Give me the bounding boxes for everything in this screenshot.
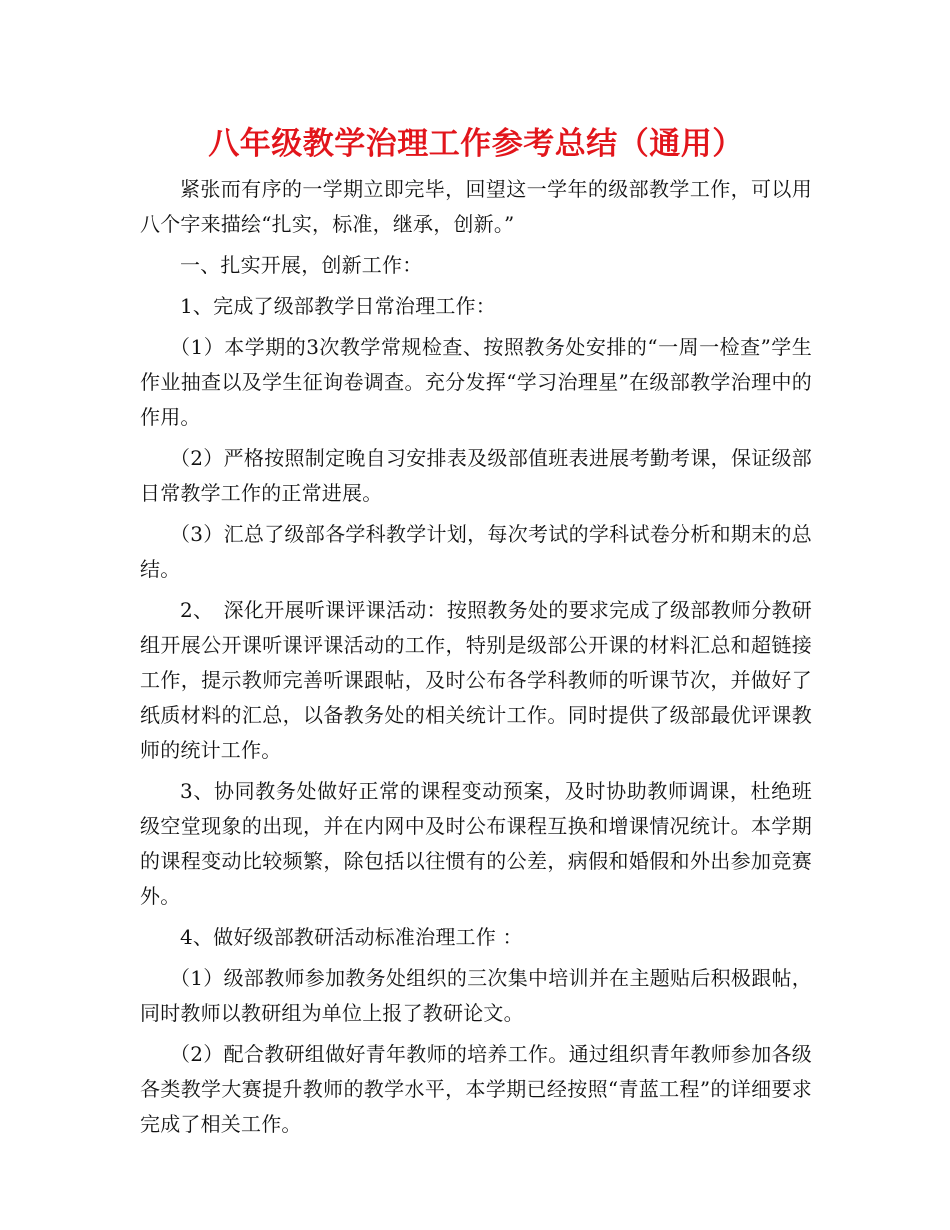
item-heading-4: 4、做好级部教研活动标准治理工作 ： <box>180 925 523 949</box>
subitem-1-1: （1）本学期的3次教学常规检查、按照教务处安排的“一周一检查”学生作业抽查以及学生征询卷调查。充分发挥“学习治理星”在级部教学治理中的作用。 <box>140 335 812 429</box>
document-title: 八年级教学治理工作参考总结（通用） <box>208 126 744 162</box>
item-heading-1: 1、完成了级部教学日常治理工作： <box>180 294 496 318</box>
document-body <box>140 122 812 1142</box>
subitem-4-2: （2）配合教研组做好青年教师的培养工作。通过组织青年教师参加各级各类教学大赛提升教师的教学水平，本学期已经按照“青蓝工程”的详细要求完成了相关工作。 <box>140 1042 812 1136</box>
subitem-1-2: （2）严格按照制定晚自习安排表及级部值班表进展考勤考课，保证级部日常教学工作的正常进展。 <box>140 446 812 505</box>
section-heading-1: 一、扎实开展，创新工作： <box>180 253 423 277</box>
subitem-4-1: （1）级部教师参加教务处组织的三次集中培训并在主题贴后积极跟帖，同时教师以教研组为单位上报了教研论文。 <box>140 966 812 1025</box>
item-3: 3、协同教务处做好正常的课程变动预案，及时协助教师调课，杜绝班级空堂现象的出现，并在内网中及时公布课程互换和增课情况统计。本学期的课程变动比较频繁，除包括以往惯有的公差，病假和婚假和外出参加竞赛外。 <box>140 779 812 908</box>
subitem-1-3: （3）汇总了级部各学科教学计划，每次考试的学科试卷分析和期末的总结。 <box>140 522 812 581</box>
item-2: 2、 深化开展听课评课活动：按照教务处的要求完成了级部教师分教研组开展公开课听课评课活动的工作，特别是级部公开课的材料汇总和超链接工作，提示教师完善听课跟帖，及时公布各学科教师的听课节次，并做好了纸质材料的汇总，以备教务处的相关统计工作。同时提供了级部最优评课教师的统计工作。 <box>140 598 812 762</box>
paragraph-intro: 紧张而有序的一学期立即完毕，回望这一学年的级部教学工作，可以用八个字来描绘“扎实，标准，继承，创新。” <box>140 177 812 236</box>
